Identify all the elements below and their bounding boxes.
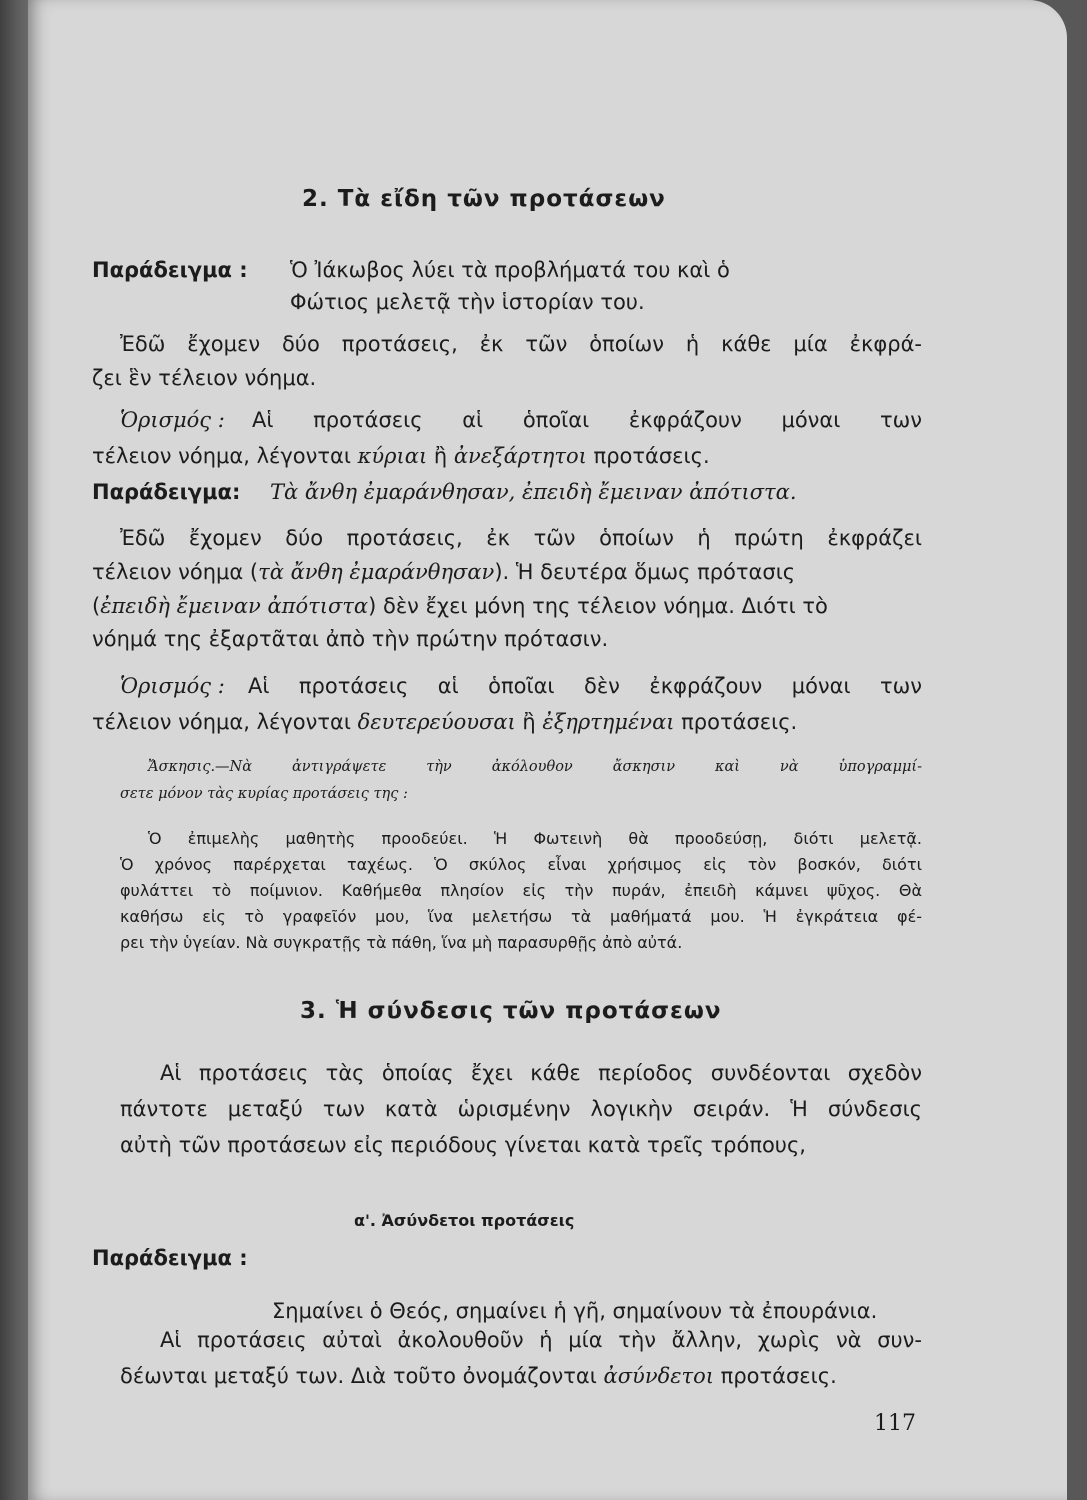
exercise-line-5: ρει τὴν ὑγείαν. Νὰ συγκρατῇς τὰ πάθη, ἵνα μὴ παρασυρθῇς ἀπὸ αὐτά. [120, 933, 683, 952]
exercise-instruction-line-2: σετε μόνον τὰς κυρίας προτάσεις της : [120, 786, 408, 802]
p2l3-c: ) δὲν ἔχει μόνη της τέλειον νόημα. Διότι τὸ [368, 594, 828, 618]
definition-1-label-text: Ὁρισμός : [120, 408, 225, 432]
exercise-line-2: Ὁ χρόνος παρέρχεται ταχέως. Ὁ σκύλος εἶναι χρήσιμος εἰς τὸν βοσκόν, διότι [120, 855, 922, 874]
example-3-label: Παράδειγμα : [92, 1246, 248, 1270]
example-1-line-2: Φώτιος μελετᾷ τὴν ἱστορίαν του. [290, 290, 645, 314]
paragraph-1-line-2: ζει ἓν τέλειον νόημα. [92, 366, 317, 390]
section-3-title: 3. Ἡ σύνδεσις τῶν προτάσεων [300, 998, 722, 1024]
page-gutter-shadow [0, 0, 30, 1500]
book-page [28, 0, 1067, 1500]
definition-2-line-2 [92, 707, 797, 737]
p2l3-italic: ἐπειδὴ ἔμειναν ἀπότιστα [100, 594, 369, 618]
definition-2-line-1: Αἱ προτάσεις αἱ ὁποῖαι δὲν ἐκφράζουν μόναι των [248, 674, 922, 698]
final-text-c: προτάσεις. [714, 1364, 837, 1388]
example-1-label: Παράδειγμα : [92, 258, 248, 282]
example-2-text: Τὰ ἄνθη ἐμαράνθησαν, ἐπειδὴ ἔμειναν ἀπότιστα. [270, 480, 797, 504]
definition-2-label-text: Ὁρισμός : [120, 674, 225, 698]
exercise-instruction-line-1: Ἄσκησις.—Νὰ ἀντιγράψετε τὴν ἀκόλουθον ἄσκησιν καὶ νὰ ὑπογραμμί- [148, 759, 922, 775]
definition-1-label [120, 405, 225, 435]
def1-text-e: προτάσεις. [586, 444, 710, 468]
paragraph-2-line-2 [92, 557, 795, 587]
definition-1-line-1: Αἱ προτάσεις αἱ ὁποῖαι ἐκφράζουν μόναι των [252, 408, 922, 432]
def2-term-dependent: ἐξηρτημέναι [542, 710, 675, 734]
exercise-line-4: καθήσω εἰς τὸ γραφεῖόν μου, ἵνα μελετήσω τὰ μαθήματά μου. Ἡ ἐγκράτεια φέ- [120, 907, 922, 926]
final-term-asyndetic: ἀσύνδετοι [603, 1364, 714, 1388]
p2l2-italic: τὰ ἄνθη ἐμαράνθησαν [258, 560, 495, 584]
page-number: 117 [874, 1411, 916, 1436]
final-paragraph-line-1: Αἱ προτάσεις αὐταὶ ἀκολουθοῦν ἡ μία τὴν ἄλλην, χωρὶς νὰ συν- [160, 1328, 922, 1352]
p2l2-c: ). Ἡ δευτέρα ὅμως πρότασις [494, 560, 796, 584]
p2l3-a: ( [92, 594, 101, 618]
exercise-line-1: Ὁ ἐπιμελὴς μαθητὴς προοδεύει. Ἡ Φωτεινὴ θὰ προοδεύσῃ, διότι μελετᾷ. [148, 829, 922, 848]
def1-text-a: τέλειον νόημα, λέγονται [92, 444, 358, 468]
example-1-line-1: Ὁ Ἰάκωβος λύει τὰ προβλήματά του καὶ ὁ [290, 258, 730, 282]
def1-text-c: ἢ [427, 444, 454, 468]
def2-text-a: τέλειον νόημα, λέγονται [92, 710, 358, 734]
def2-text-e: προτάσεις. [674, 710, 798, 734]
def1-term-main: κύριαι [357, 444, 428, 468]
definition-2-label [120, 671, 225, 701]
paragraph-2-line-1: Ἐδῶ ἔχομεν δύο προτάσεις, ἐκ τῶν ὁποίων ἡ πρώτη ἐκφράζει [120, 526, 922, 550]
paragraph-2-line-4: νόημά της ἐξαρτᾶται ἀπὸ τὴν πρώτην πρότασιν. [92, 627, 609, 651]
exercise-line-3: φυλάττει τὸ ποίμνιον. Καθήμεθα πλησίον εἰς τὴν πυράν, ἐπειδὴ κάμνει ψῦχος. Θὰ [120, 881, 922, 900]
subheading-asyndetic: α'. Ἀσύνδετοι προτάσεις [354, 1211, 575, 1230]
example-2-label: Παράδειγμα: [92, 480, 241, 504]
example-3-line: Σημαίνει ὁ Θεός, σημαίνει ἡ γῆ, σημαίνουν τὰ ἐπουράνια. [272, 1299, 878, 1323]
def2-text-c: ἢ [515, 710, 543, 734]
p2l2-a: τέλειον νόημα ( [92, 560, 259, 584]
paragraph-1-line-1: Ἐδῶ ἔχομεν δύο προτάσεις, ἐκ τῶν ὁποίων ἡ κάθε μία ἐκφρά- [120, 332, 922, 356]
section-2-title: 2. Τὰ εἴδη τῶν προτάσεων [302, 186, 666, 212]
paragraph-2-line-3 [92, 591, 828, 621]
def2-term-subordinate: δευτερεύουσαι [357, 710, 516, 734]
section-3-line-2: πάντοτε μεταξύ των κατὰ ὡρισμένην λογικὴν σειράν. Ἡ σύνδεσις [120, 1097, 922, 1121]
def1-term-independent: ἀνεξάρτητοι [453, 444, 587, 468]
final-paragraph-line-2 [120, 1361, 837, 1391]
section-3-line-1: Αἱ προτάσεις τὰς ὁποίας ἔχει κάθε περίοδος συνδέονται σχεδὸν [160, 1061, 922, 1085]
definition-1-line-2 [92, 441, 710, 471]
section-3-line-3: αὐτὴ τῶν προτάσεων εἰς περιόδους γίνεται κατὰ τρεῖς τρόπους, [120, 1133, 806, 1157]
final-text-a: δέωνται μεταξύ των. Διὰ τοῦτο ὀνομάζονται [120, 1364, 604, 1388]
